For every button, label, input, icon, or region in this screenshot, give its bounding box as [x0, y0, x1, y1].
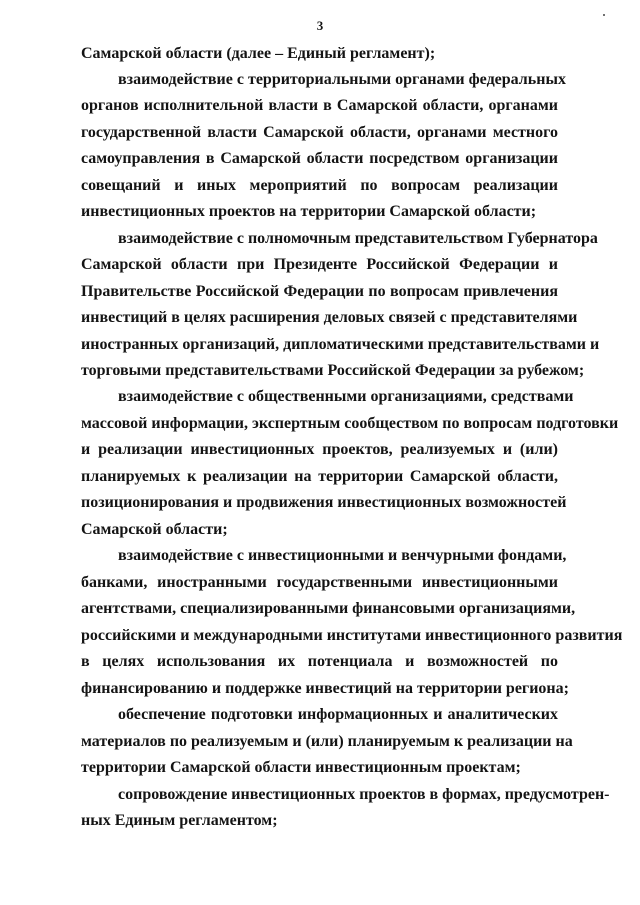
paragraph-first-line: взаимодействие с полномочным представительством Губернатора — [118, 230, 598, 247]
text-line: территории Самарской области инвестиционным проектам; — [81, 759, 521, 776]
paragraph-first-line: взаимодействие с инвестиционными и венчурными фондами, — [118, 547, 567, 564]
paragraph-first-line: взаимодействие с общественными организациями, средствами — [118, 388, 574, 405]
text-line: Самарской области (далее – Единый регламент); — [81, 45, 436, 62]
text-line: массовой информации, экспертным сообществом по вопросам подготовки — [81, 415, 619, 432]
text-line: позиционирования и продвижения инвестиционных возможностей — [81, 494, 567, 511]
text-line: ных Единым регламентом; — [81, 812, 278, 829]
text-line: материалов по реализуемым и (или) планируемым к реализации на — [81, 733, 573, 750]
page-number: 3 — [316, 18, 324, 33]
text-line: российскими и международными институтами инвестиционного развития — [81, 627, 623, 644]
text-line: государственной власти Самарской области, органами местного — [81, 124, 558, 141]
text-line: планируемых к реализации на территории Самарской области, — [81, 468, 558, 485]
paragraph-first-line: сопровождение инвестиционных проектов в формах, предусмотрен- — [118, 786, 610, 803]
scan-speck — [603, 14, 605, 16]
text-line: агентствами, специализированными финансовыми организациями, — [81, 600, 576, 617]
text-line: финансированию и поддержке инвестиций на территории региона; — [81, 680, 569, 697]
text-line: совещаний и иных мероприятий по вопросам реализации — [81, 177, 558, 194]
text-line: инвестиций в целях расширения деловых связей с представителями — [81, 309, 578, 326]
text-line: самоуправления в Самарской области посредством организации — [81, 150, 558, 167]
paragraph-first-line: взаимодействие с территориальными органами федеральных — [118, 71, 566, 88]
text-line: в целях использования их потенциала и возможностей по — [81, 653, 558, 670]
text-line: Самарской области при Президенте Российской Федерации и — [81, 256, 558, 273]
text-line: торговыми представительствами Российской Федерации за рубежом; — [81, 362, 585, 379]
text-line: инвестиционных проектов на территории Самарской области; — [81, 203, 537, 220]
text-line: Правительстве Российской Федерации по вопросам привлечения — [81, 283, 558, 300]
paragraph-first-line: обеспечение подготовки информационных и аналитических — [118, 706, 558, 723]
text-line: и реализации инвестиционных проектов, реализуемых и (или) — [81, 441, 558, 458]
text-line: банками, иностранными государственными инвестиционными — [81, 574, 558, 591]
text-line: иностранных организаций, дипломатическими представительствами и — [81, 336, 600, 353]
text-line: Самарской области; — [81, 521, 228, 538]
text-line: органов исполнительной власти в Самарской области, органами — [81, 97, 558, 114]
